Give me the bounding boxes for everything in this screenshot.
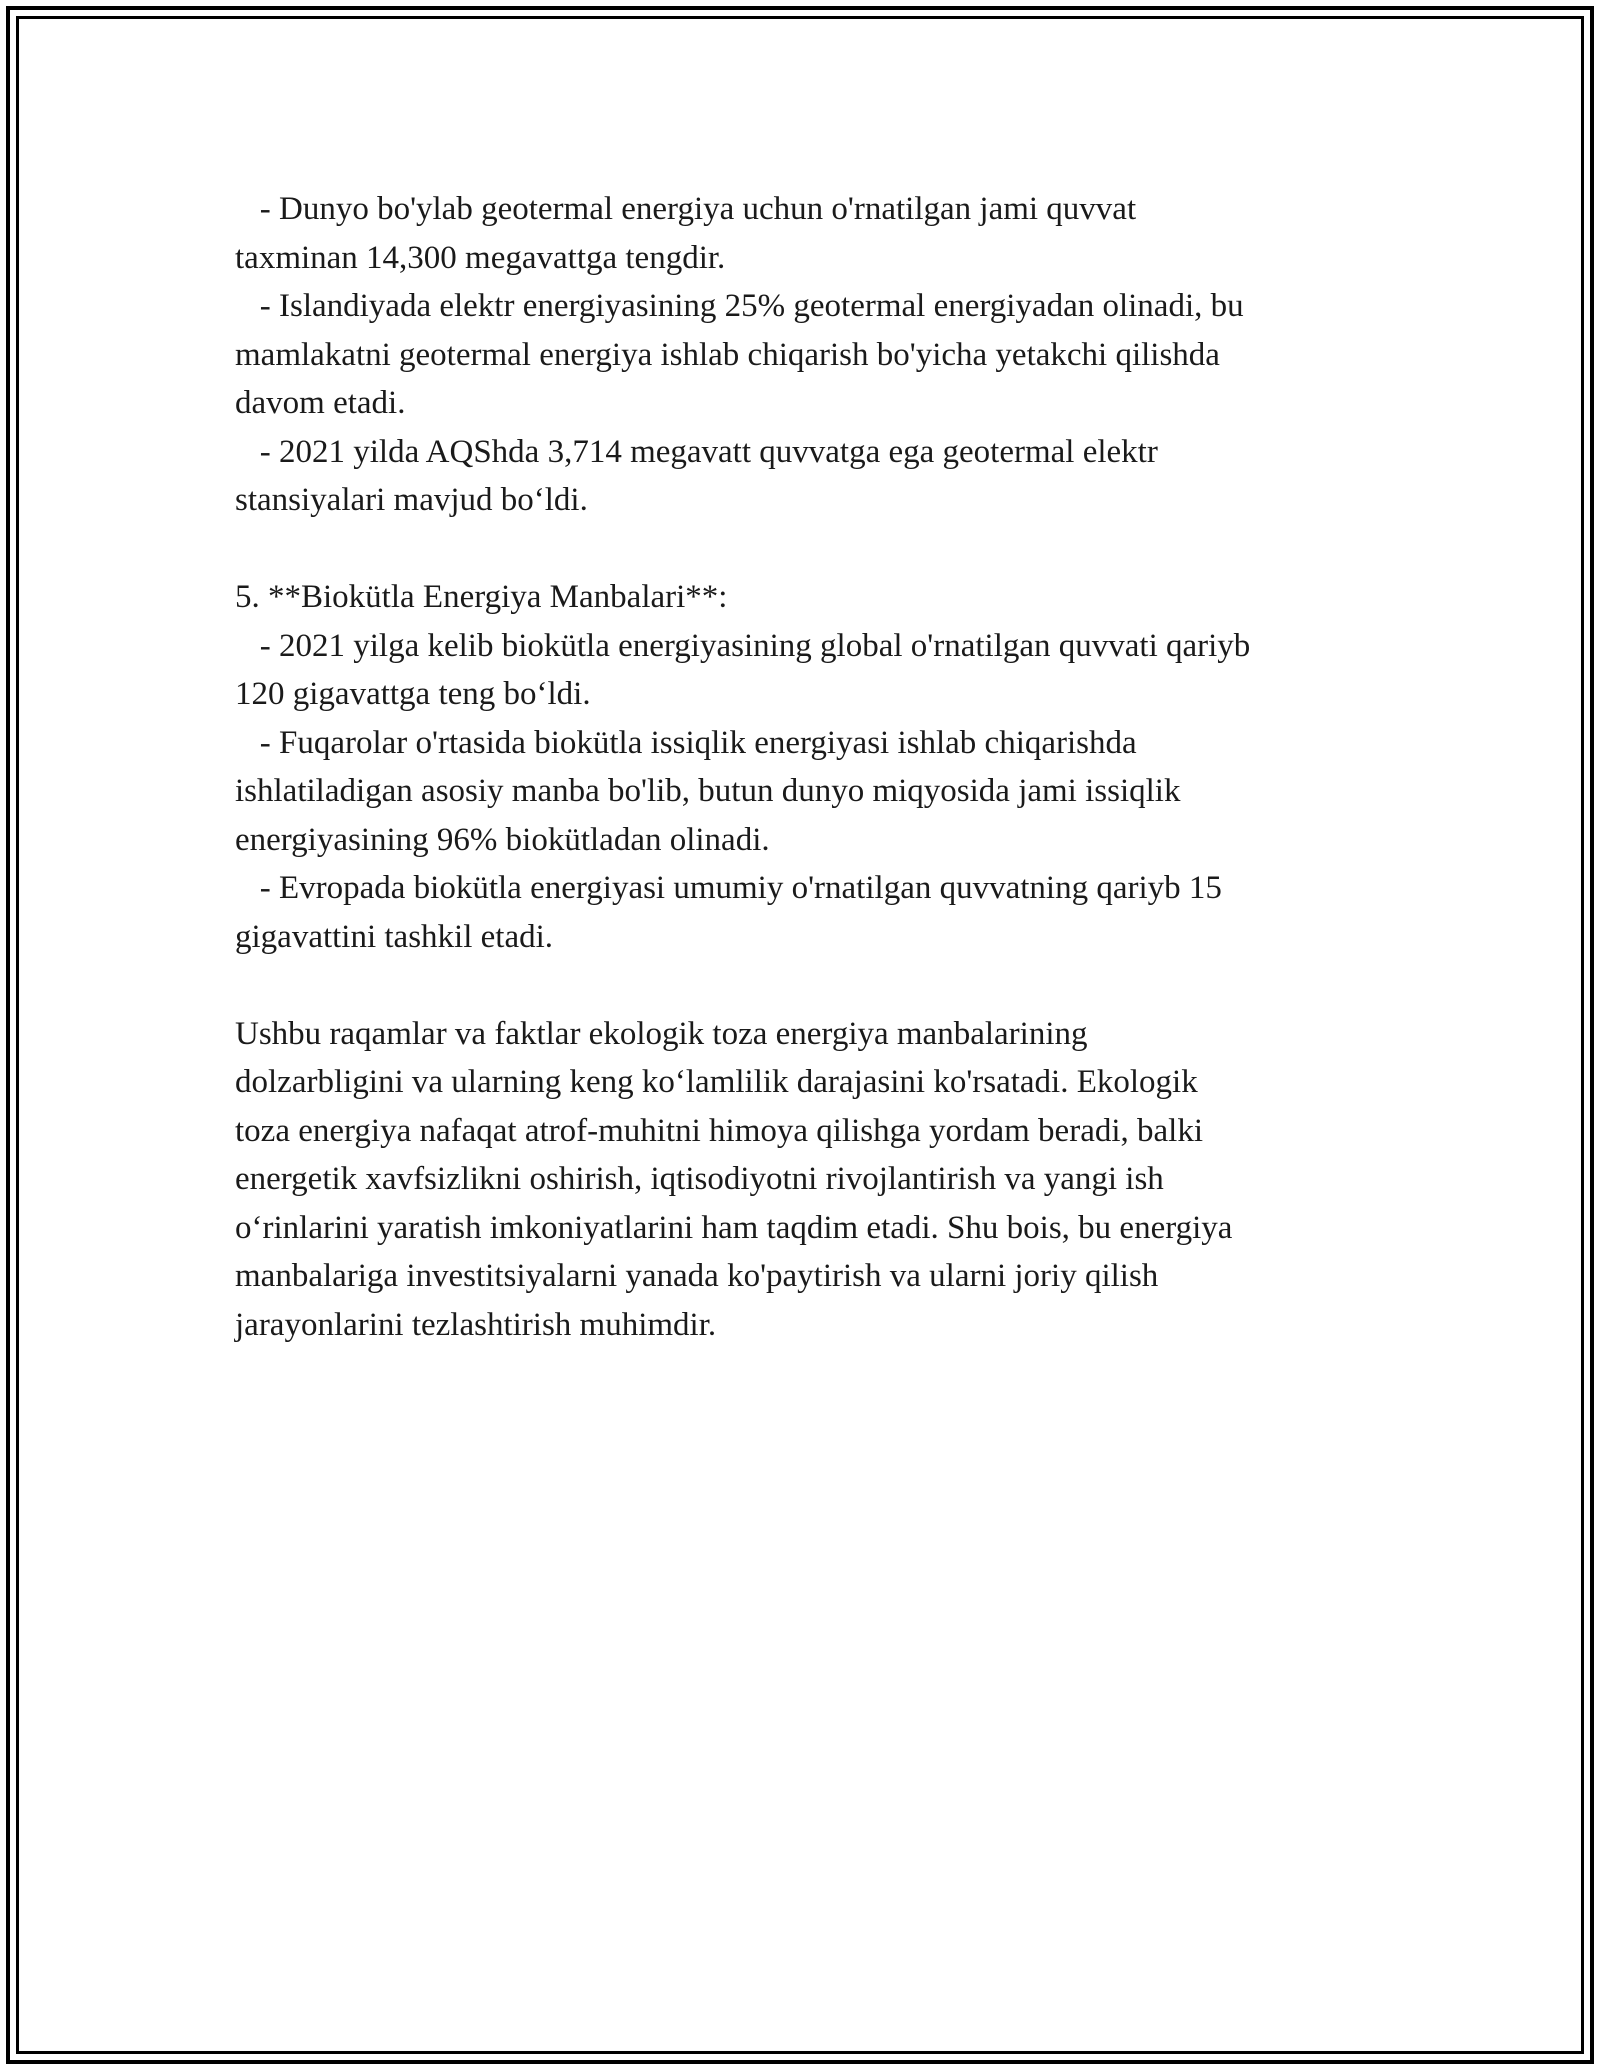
blank-line: [235, 961, 1380, 1010]
text-line: manbalariga investitsiyalarni yanada ko'paytirish va ularni joriy qilish: [235, 1258, 1159, 1294]
text-line: o‘rinlarini yaratish imkoniyatlarini ham taqdim etadi. Shu bois, bu energiya: [235, 1209, 1233, 1246]
text-line: - 2021 yilda AQShda 3,714 megavatt quvvatga ega geotermal elektr: [235, 433, 1158, 470]
text-line: gigavattini tashkil etadi.: [235, 918, 554, 955]
text-line: energiyasining 96% biokütladan olinadi.: [235, 821, 770, 858]
text-line: toza energiya nafaqat atrof-muhitni himoya qilishga yordam beradi, balki: [235, 1112, 1203, 1149]
text-line: davom etadi.: [235, 385, 406, 421]
text-line: - Dunyo bo'ylab geotermal energiya uchun o'rnatilgan jami quvvat: [235, 191, 1137, 227]
text-line: - Fuqarolar o'rtasida biokütla issiqlik energiyasi ishlab chiqarishda: [235, 724, 1137, 761]
text-line: - 2021 yilga kelib biokütla energiyasining global o'rnatilgan quvvati qariyb: [235, 627, 1251, 664]
text-line: dolzarbligini va ularning keng ko‘lamlilik darajasini ko'rsatadi. Ekologik: [235, 1064, 1198, 1100]
text-line: stansiyalari mavjud bo‘ldi.: [235, 482, 588, 518]
text-line: 120 gigavattga teng bo‘ldi.: [235, 676, 591, 712]
text-line: Ushbu raqamlar va faktlar ekologik toza energiya manbalarining: [235, 1015, 1088, 1052]
text-line: mamlakatni geotermal energiya ishlab chiqarish bo'yicha yetakchi qilishda: [235, 336, 1220, 373]
section-heading: 5. **Biokütla Energiya Manbalari**:: [235, 579, 728, 615]
text-line: taxminan 14,300 megavattga tengdir.: [235, 239, 726, 276]
text-line: energetik xavfsizlikni oshirish, iqtisodiyotni rivojlantirish va yangi ish: [235, 1161, 1164, 1197]
document-body: [235, 185, 1380, 1349]
text-line: jarayonlarini tezlashtirish muhimdir.: [235, 1306, 717, 1343]
blank-line: [235, 525, 1380, 574]
text-line: - Islandiyada elektr energiyasining 25% geotermal energiyadan olinadi, bu: [235, 288, 1244, 324]
text-line: - Evropada biokütla energiyasi umumiy o'rnatilgan quvvatning qariyb 15: [235, 870, 1222, 906]
text-line: ishlatiladigan asosiy manba bo'lib, butun dunyo miqyosida jami issiqlik: [235, 773, 1181, 809]
